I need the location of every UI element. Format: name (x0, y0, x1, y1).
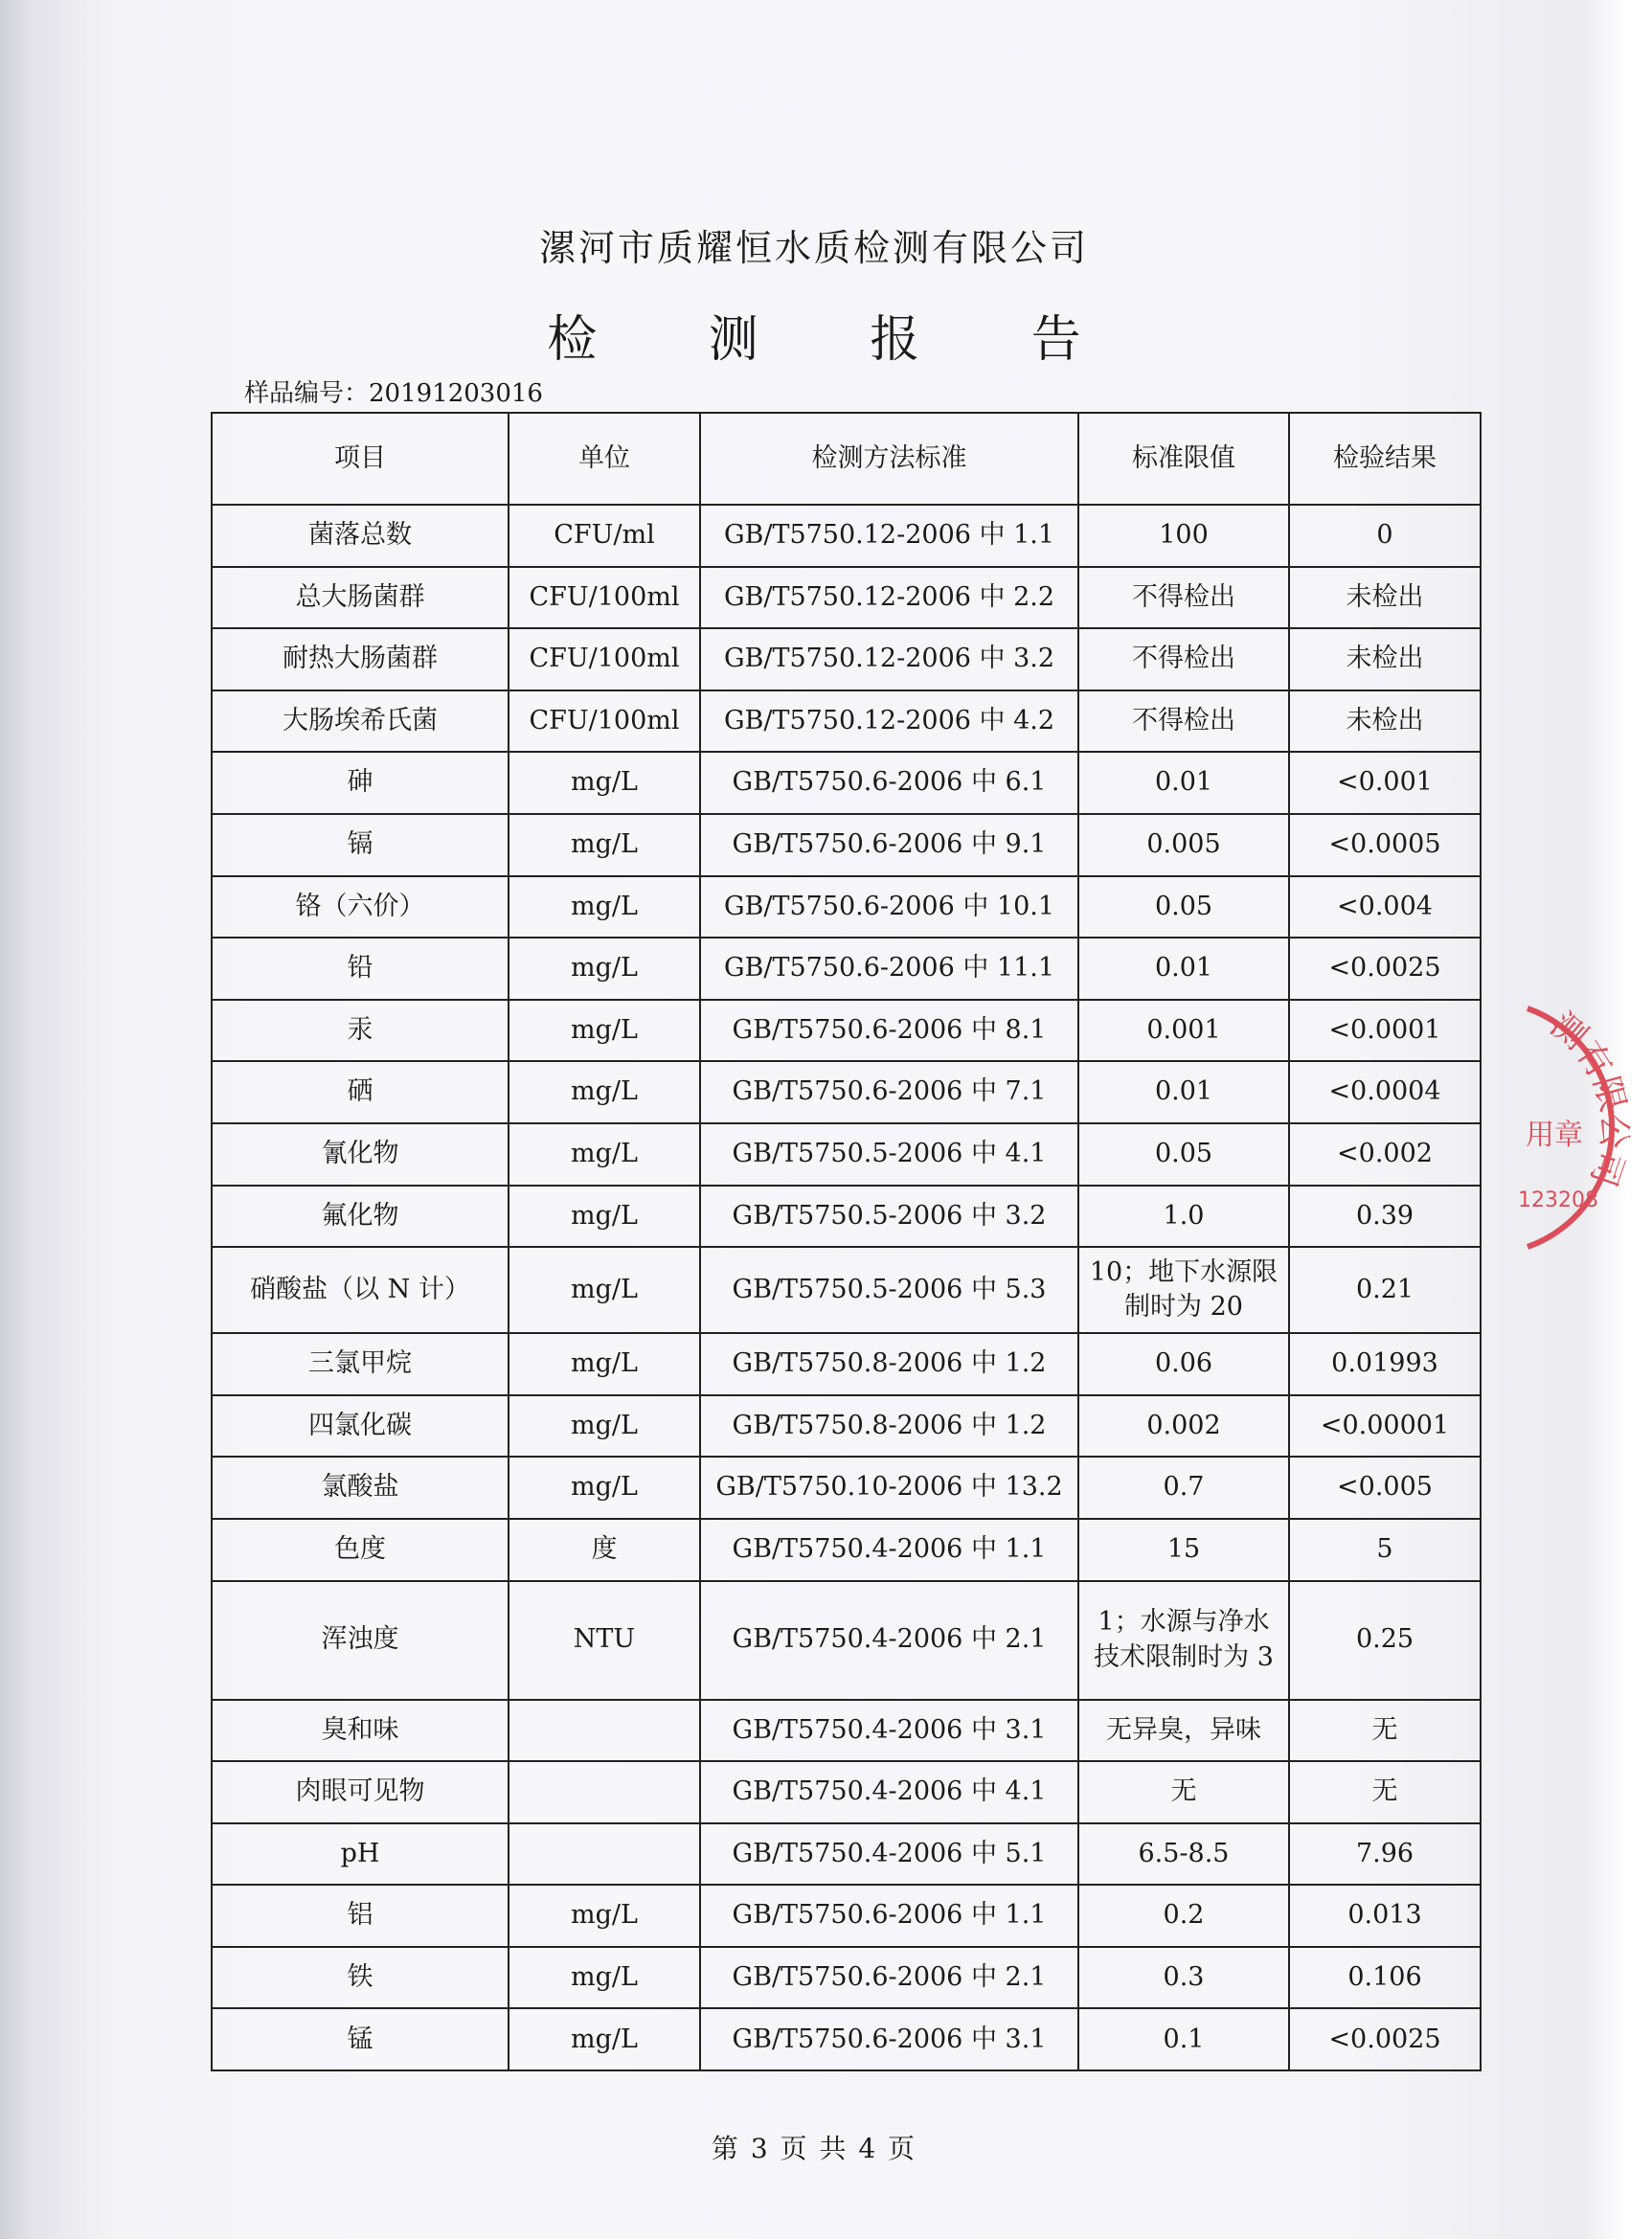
table-row (212, 690, 1481, 753)
cell-item: 硒 (212, 1061, 509, 1123)
cell-method: GB/T5750.10-2006 中 13.2 (700, 1457, 1078, 1519)
table-row (212, 2008, 1481, 2070)
cell-limit: 0.001 (1078, 1000, 1289, 1062)
cell-limit: 0.2 (1078, 1885, 1289, 1947)
cell-method: GB/T5750.12-2006 中 3.2 (700, 628, 1078, 690)
cell-unit: 度 (509, 1519, 700, 1581)
cell-method: GB/T5750.6-2006 中 1.1 (700, 1885, 1078, 1947)
cell-method: GB/T5750.4-2006 中 3.1 (700, 1700, 1078, 1762)
cell-method: GB/T5750.6-2006 中 11.1 (700, 938, 1078, 1000)
cell-item: 四氯化碳 (212, 1395, 509, 1458)
table-row (212, 1823, 1481, 1886)
cell-result: <0.002 (1289, 1123, 1481, 1186)
cell-method: GB/T5750.12-2006 中 1.1 (700, 505, 1078, 567)
cell-method: GB/T5750.5-2006 中 5.3 (700, 1247, 1078, 1333)
cell-item: 总大肠菌群 (212, 567, 509, 629)
cell-limit: 15 (1078, 1519, 1289, 1581)
cell-method: GB/T5750.4-2006 中 4.1 (700, 1761, 1078, 1823)
report-title: 检 测 报 告 (547, 311, 1129, 369)
cell-limit: 0.002 (1078, 1395, 1289, 1458)
cell-method: GB/T5750.6-2006 中 10.1 (700, 876, 1078, 939)
cell-method: GB/T5750.6-2006 中 2.1 (700, 1947, 1078, 2009)
cell-item: 耐热大肠菌群 (212, 628, 509, 690)
col-header-limit: 标准限值 (1078, 413, 1289, 505)
company-name: 漯河市质耀恒水质检测有限公司 (538, 227, 1089, 269)
cell-unit: mg/L (509, 1123, 700, 1186)
cell-result: <0.0025 (1289, 938, 1481, 1000)
cell-limit: 100 (1078, 505, 1289, 567)
cell-method: GB/T5750.4-2006 中 1.1 (700, 1519, 1078, 1581)
cell-unit: mg/L (509, 1247, 700, 1333)
cell-unit: mg/L (509, 1885, 700, 1947)
cell-item: pH (212, 1823, 509, 1886)
col-header-item: 项目 (212, 413, 509, 505)
cell-result: <0.001 (1289, 752, 1481, 814)
cell-limit: 0.7 (1078, 1457, 1289, 1519)
cell-item: 铬（六价） (212, 876, 509, 939)
cell-method: GB/T5750.5-2006 中 4.1 (700, 1123, 1078, 1186)
cell-result: 0.39 (1289, 1186, 1481, 1248)
cell-unit: mg/L (509, 2008, 700, 2070)
cell-limit: 1；水源与净水技术限制时为 3 (1078, 1581, 1289, 1700)
cell-unit: mg/L (509, 1457, 700, 1519)
cell-result: 0.25 (1289, 1581, 1481, 1700)
cell-limit: 0.01 (1078, 938, 1289, 1000)
table-row (212, 1061, 1481, 1123)
cell-unit: mg/L (509, 938, 700, 1000)
seal-text-1-path: 测有限公司 (1542, 1005, 1634, 1191)
table-row (212, 1123, 1481, 1186)
cell-result: 0.013 (1289, 1885, 1481, 1947)
cell-method: GB/T5750.6-2006 中 8.1 (700, 1000, 1078, 1062)
cell-item: 铝 (212, 1885, 509, 1947)
table-row (212, 1581, 1481, 1700)
cell-method: GB/T5750.4-2006 中 5.1 (700, 1823, 1078, 1886)
cell-method: GB/T5750.8-2006 中 1.2 (700, 1395, 1078, 1458)
cell-limit: 0.3 (1078, 1947, 1289, 2009)
seal-code: 123208 (1518, 1188, 1598, 1212)
cell-method: GB/T5750.8-2006 中 1.2 (700, 1333, 1078, 1395)
cell-limit: 不得检出 (1078, 690, 1289, 753)
cell-item: 氰化物 (212, 1123, 509, 1186)
cell-item: 硝酸盐（以 N 计） (212, 1247, 509, 1333)
cell-result: 无 (1289, 1761, 1481, 1823)
cell-result: <0.005 (1289, 1457, 1481, 1519)
col-header-unit: 单位 (509, 413, 700, 505)
cell-item: 氯酸盐 (212, 1457, 509, 1519)
table-row (212, 1700, 1481, 1762)
cell-unit: mg/L (509, 1333, 700, 1395)
cell-unit: mg/L (509, 1395, 700, 1458)
sample-number (244, 373, 543, 409)
cell-item: 镉 (212, 814, 509, 876)
sample-number-value: 20191203016 (369, 379, 543, 408)
cell-item: 氟化物 (212, 1186, 509, 1248)
cell-unit: CFU/ml (509, 505, 700, 567)
cell-result: 未检出 (1289, 690, 1481, 753)
cell-unit (509, 1761, 700, 1823)
cell-unit: mg/L (509, 1186, 700, 1248)
cell-unit (509, 1700, 700, 1762)
cell-limit: 0.1 (1078, 2008, 1289, 2070)
cell-unit: CFU/100ml (509, 690, 700, 753)
cell-result: 0.106 (1289, 1947, 1481, 2009)
cell-item: 三氯甲烷 (212, 1333, 509, 1395)
cell-unit: mg/L (509, 1000, 700, 1062)
company-seal (1508, 1001, 1652, 1255)
page-number: 第 3 页 共 4 页 (711, 2133, 917, 2164)
col-header-result: 检验结果 (1289, 413, 1481, 505)
cell-item: 肉眼可见物 (212, 1761, 509, 1823)
col-header-method: 检测方法标准 (700, 413, 1078, 505)
seal-text-1 (1543, 1006, 1634, 1191)
cell-item: 锰 (212, 2008, 509, 2070)
table-row (212, 876, 1481, 939)
cell-method: GB/T5750.5-2006 中 3.2 (700, 1186, 1078, 1248)
table-row (212, 505, 1481, 567)
cell-method: GB/T5750.12-2006 中 2.2 (700, 567, 1078, 629)
cell-item: 铅 (212, 938, 509, 1000)
cell-result: <0.0005 (1289, 814, 1481, 876)
cell-limit: 无 (1078, 1761, 1289, 1823)
cell-result: 无 (1289, 1700, 1481, 1762)
cell-item: 色度 (212, 1519, 509, 1581)
table-row (212, 938, 1481, 1000)
cell-unit: mg/L (509, 752, 700, 814)
table-row (212, 752, 1481, 814)
table-row (212, 814, 1481, 876)
table-row (212, 1885, 1481, 1947)
table-row (212, 1457, 1481, 1519)
table-header-row (212, 413, 1481, 505)
cell-result: <0.0004 (1289, 1061, 1481, 1123)
cell-limit: 6.5-8.5 (1078, 1823, 1289, 1886)
cell-item: 菌落总数 (212, 505, 509, 567)
cell-method: GB/T5750.6-2006 中 6.1 (700, 752, 1078, 814)
cell-item: 汞 (212, 1000, 509, 1062)
cell-limit: 0.005 (1078, 814, 1289, 876)
cell-result: <0.0025 (1289, 2008, 1481, 2070)
cell-item: 臭和味 (212, 1700, 509, 1762)
cell-item: 砷 (212, 752, 509, 814)
cell-result: 5 (1289, 1519, 1481, 1581)
seal-text-2: 用章 (1526, 1119, 1583, 1152)
table-row (212, 1395, 1481, 1458)
cell-method: GB/T5750.6-2006 中 9.1 (700, 814, 1078, 876)
cell-unit: CFU/100ml (509, 628, 700, 690)
cell-result: 0 (1289, 505, 1481, 567)
table-row (212, 567, 1481, 629)
results-table (211, 412, 1482, 2071)
cell-unit: mg/L (509, 1947, 700, 2009)
table-row (212, 1761, 1481, 1823)
cell-result: 未检出 (1289, 628, 1481, 690)
cell-limit: 0.01 (1078, 752, 1289, 814)
cell-unit: NTU (509, 1581, 700, 1700)
table-row (212, 1186, 1481, 1248)
cell-limit: 不得检出 (1078, 628, 1289, 690)
cell-method: GB/T5750.6-2006 中 3.1 (700, 2008, 1078, 2070)
cell-item: 铁 (212, 1947, 509, 2009)
cell-unit: CFU/100ml (509, 567, 700, 629)
cell-unit: mg/L (509, 1061, 700, 1123)
cell-limit: 1.0 (1078, 1186, 1289, 1248)
cell-result: 未检出 (1289, 567, 1481, 629)
cell-result: <0.004 (1289, 876, 1481, 939)
cell-limit: 0.06 (1078, 1333, 1289, 1395)
cell-result: <0.00001 (1289, 1395, 1481, 1458)
table-row (212, 1333, 1481, 1395)
cell-result: 0.01993 (1289, 1333, 1481, 1395)
cell-method: GB/T5750.6-2006 中 7.1 (700, 1061, 1078, 1123)
cell-limit: 无异臭，异味 (1078, 1700, 1289, 1762)
table-row (212, 1947, 1481, 2009)
cell-result: 7.96 (1289, 1823, 1481, 1886)
cell-unit: mg/L (509, 814, 700, 876)
sample-number-label: 样品编号： (244, 379, 370, 408)
table-row (212, 1519, 1481, 1581)
cell-result: 0.21 (1289, 1247, 1481, 1333)
cell-result: <0.0001 (1289, 1000, 1481, 1062)
cell-limit: 不得检出 (1078, 567, 1289, 629)
cell-item: 大肠埃希氏菌 (212, 690, 509, 753)
cell-limit: 0.05 (1078, 876, 1289, 939)
cell-method: GB/T5750.4-2006 中 2.1 (700, 1581, 1078, 1700)
table-body (212, 505, 1481, 2070)
table-row (212, 628, 1481, 690)
table-row (212, 1247, 1481, 1333)
table-row (212, 1000, 1481, 1062)
cell-method: GB/T5750.12-2006 中 4.2 (700, 690, 1078, 753)
cell-limit: 0.01 (1078, 1061, 1289, 1123)
cell-limit: 0.05 (1078, 1123, 1289, 1186)
cell-item: 浑浊度 (212, 1581, 509, 1700)
cell-unit: mg/L (509, 876, 700, 939)
cell-limit: 10；地下水源限制时为 20 (1078, 1247, 1289, 1333)
cell-unit (509, 1823, 700, 1886)
